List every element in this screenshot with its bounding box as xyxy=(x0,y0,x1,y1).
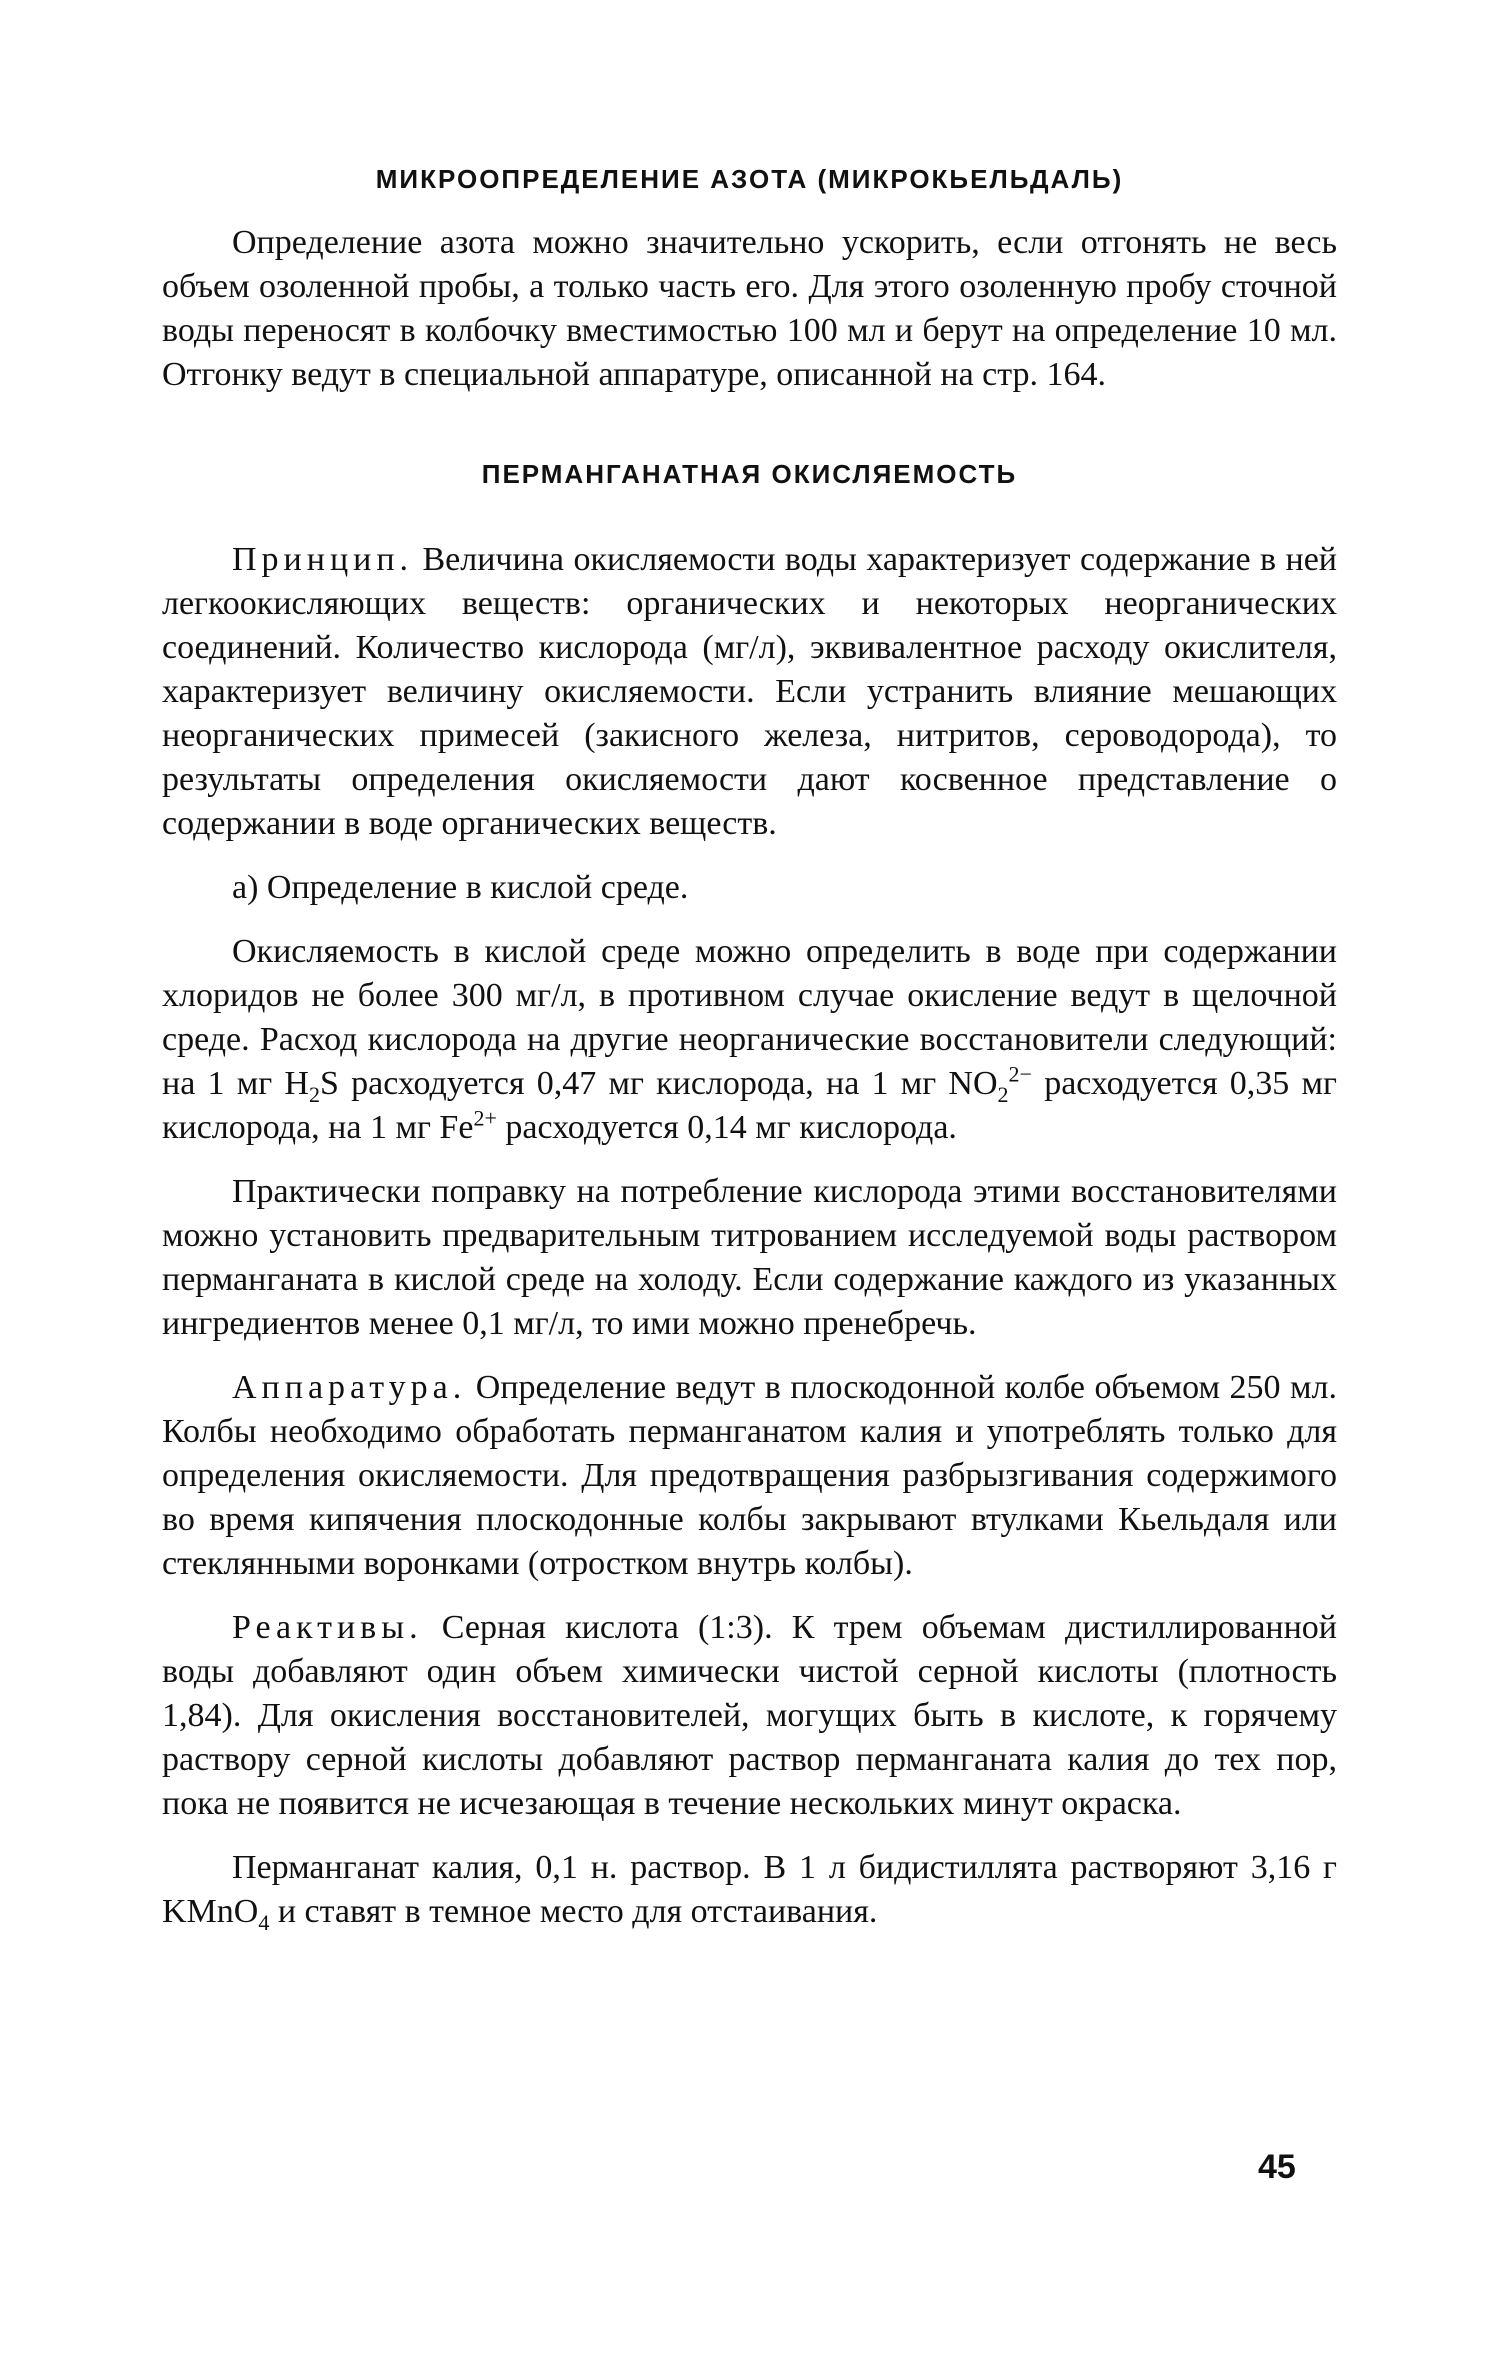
reagents-text: Серная кислота (1:3). К трем объемам дистиллированной воды добавляют один объем химически чистой серной кислоты (плотность 1,84). Для окисления восстановителей, могущих быть в кислоте, к горячему раствору серной кислоты добавляют раствор перманганата калия до тех пор, пока не появится не исчезающая в течение нескольких минут окраска. xyxy=(162,1609,1337,1822)
acid-text-2: S расходуется 0,47 мг кислорода, на 1 мг NO xyxy=(319,1065,998,1102)
no2-subscript: 2 xyxy=(997,1081,1009,1107)
fe-superscript: 2+ xyxy=(473,1105,497,1131)
paragraph-principle xyxy=(162,538,1337,846)
apparatus-label: Аппаратура. xyxy=(232,1369,467,1406)
principle-text: Величина окисляемости воды характеризует содержание в ней легкоокисляющих веществ: органических и некоторых неорганических соединений. Количество кислорода (мг/л), эквивалентное расходу окислителя, характеризует величину окисляемости. Если устранить влияние мешающих неорганических примесей (закисного железа, нитритов, сероводорода), то результаты определения окисляемости дают косвенное представление о содержании в воде органических веществ. xyxy=(162,541,1337,842)
paragraph-subsection-a: а) Определение в кислой среде. xyxy=(232,869,689,906)
no2-superscript: 2− xyxy=(1008,1061,1032,1087)
principle-label: Принцип. xyxy=(232,541,414,578)
acid-text-3: расходуется 0,35 мг кислорода, на 1 мг Fe xyxy=(162,1065,1337,1146)
section-heading-microkjeldahl: МИКРООПРЕДЕЛЕНИЕ АЗОТА (МИКРОКЬЕЛЬДАЛЬ) xyxy=(375,164,1124,194)
paragraph-apparatus xyxy=(162,1366,1337,1586)
kmno4-subscript: 4 xyxy=(258,1909,270,1935)
apparatus-text: Определение ведут в плоскодонной колбе объемом 250 мл. Колбы необходимо обработать перманганатом калия и употреблять только для определения окисляемости. Для предотвращения разбрызгивания содержимого во время кипячения плоскодонные колбы закрывают втулками Кьельдаля или стеклянными воронками (отростком внутрь колбы). xyxy=(162,1369,1337,1582)
kmno4-text-1: Перманганат калия, 0,1 н. раствор. В 1 л бидистиллята растворяют 3,16 г KMnO xyxy=(162,1849,1337,1930)
paragraph-reagents xyxy=(162,1606,1337,1826)
acid-text-4: расходуется 0,14 мг кислорода. xyxy=(496,1109,957,1146)
paragraph-nitrogen: Определение азота можно значительно ускорить, если отгонять не весь объем озоленной пробы, а только часть его. Для этого озоленную пробу сточной воды переносят в колбочку вместимостью 100 мл и берут на определение 10 мл. Отгонку ведут в специальной аппаратуре, описанной на стр. 164. xyxy=(162,224,1337,393)
paragraph-practical-correction: Практически поправку на потребление кислорода этими восстановителями можно установить предварительным титрованием исследуемой воды раствором перманганата в кислой среде на холоду. Если содержание каждого из указанных ингредиентов менее 0,1 мг/л, то ими можно пренебречь. xyxy=(162,1173,1337,1342)
page-number: 45 xyxy=(1258,2148,1296,2186)
page-content xyxy=(162,140,1337,1954)
acid-text-1: Окисляемость в кислой среде можно определить в воде при содержании хлоридов не более 300 мг/л, в противном случае окисление ведут в щелочной среде. Расход кислорода на другие неорганические восстановители следующий: на 1 мг H xyxy=(162,933,1337,1102)
h2s-subscript: 2 xyxy=(308,1081,320,1107)
paragraph-permanganate-solution xyxy=(162,1846,1337,1934)
paragraph-acid-medium xyxy=(162,930,1337,1150)
section-heading-permanganate: ПЕРМАНГАНАТНАЯ ОКИСЛЯЕМОСТЬ xyxy=(481,459,1018,489)
reagents-label: Реактивы. xyxy=(232,1609,423,1646)
kmno4-text-2: и ставят в темное место для отстаивания. xyxy=(269,1893,878,1930)
